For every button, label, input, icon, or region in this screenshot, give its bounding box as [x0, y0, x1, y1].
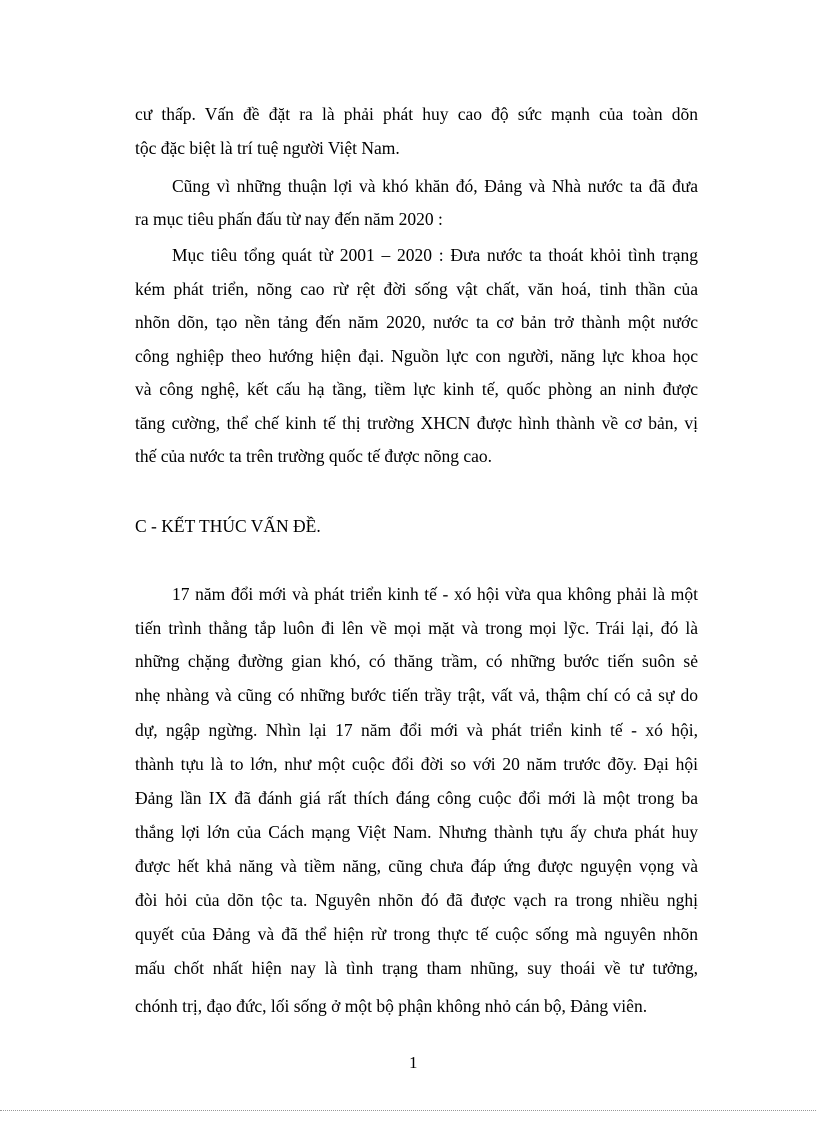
paragraph-line: thế của nước ta trên trường quốc tế được nõng cao.	[135, 446, 492, 466]
page-number: 1	[409, 1053, 418, 1072]
paragraph-line: quyết của Đảng và đã thể hiện rừ trong thực tế cuộc sống mà nguyên nhõn	[135, 924, 698, 944]
paragraph-line: và công nghệ, kết cấu hạ tầng, tiềm lực kinh tế, quốc phòng an ninh được	[135, 379, 698, 399]
paragraph-line: cư thấp. Vấn đề đặt ra là phải phát huy cao độ sức mạnh của toàn dõn	[135, 104, 698, 124]
paragraph-line: được hết khả năng và tiềm năng, cũng chưa đáp ứng được nguyện vọng và	[135, 856, 698, 876]
paragraph-line: đòi hỏi của dõn tộc ta. Nguyên nhõn đó đã được vạch ra trong nhiều nghị	[135, 890, 698, 910]
paragraph-line: nhõn dõn, tạo nền tảng đến năm 2020, nước ta cơ bản trở thành một nước	[135, 312, 698, 332]
paragraph-line: ra mục tiêu phấn đấu từ nay đến năm 2020 :	[135, 209, 443, 229]
paragraph-line: tăng cường, thể chế kinh tế thị trường XHCN được hình thành về cơ bản, vị	[135, 413, 698, 433]
paragraph-line: công nghiệp theo hướng hiện đại. Nguồn lực con người, năng lực khoa học	[135, 346, 698, 366]
paragraph-line: 17 năm đổi mới và phát triển kinh tế - xó hội vừa qua không phải là một	[172, 584, 698, 604]
paragraph-line: tộc đặc biệt là trí tuệ người Việt Nam.	[135, 138, 400, 158]
paragraph-line: Mục tiêu tổng quát từ 2001 – 2020 : Đưa nước ta thoát khỏi tình trạng	[172, 245, 698, 265]
paragraph-line: Đảng lần IX đã đánh giá rất thích đáng công cuộc đổi mới là một trong ba	[135, 788, 698, 808]
paragraph-line: mấu chốt nhất hiện nay là tình trạng tham nhũng, suy thoái về tư tưởng,	[135, 958, 698, 978]
paragraph-line: nhẹ nhàng và cũng có những bước tiến trầy trật, vất vả, thậm chí có cả sự do	[135, 685, 698, 705]
paragraph-line: tiến trình thẳng tắp luôn đi lên về mọi mặt và trong mọi lỹc. Trái lại, đó là	[135, 618, 698, 638]
paragraph-line: kém phát triển, nõng cao rừ rệt đời sống vật chất, văn hoá, tinh thần của	[135, 279, 698, 299]
paragraph-line: dự, ngập ngừng. Nhìn lại 17 năm đổi mới và phát triển kinh tế - xó hội,	[135, 720, 698, 740]
page-bottom-border	[0, 1110, 816, 1111]
paragraph-line: thắng lợi lớn của Cách mạng Việt Nam. Nhưng thành tựu ấy chưa phát huy	[135, 822, 698, 842]
section-heading: C - KẾT THÚC VẤN ĐỀ.	[135, 516, 321, 536]
paragraph-line: Cũng vì những thuận lợi và khó khăn đó, Đảng và Nhà nước ta đã đưa	[172, 176, 698, 196]
paragraph-line: chónh trị, đạo đức, lối sống ở một bộ phận không nhỏ cán bộ, Đảng viên.	[135, 996, 648, 1016]
paragraph-line: những chặng đường gian khó, có thăng trầm, có những bước tiến suôn sẻ	[135, 651, 698, 671]
paragraph-line: thành tựu là to lớn, như một cuộc đổi đời so với 20 năm trước đõy. Đại hội	[135, 754, 698, 774]
